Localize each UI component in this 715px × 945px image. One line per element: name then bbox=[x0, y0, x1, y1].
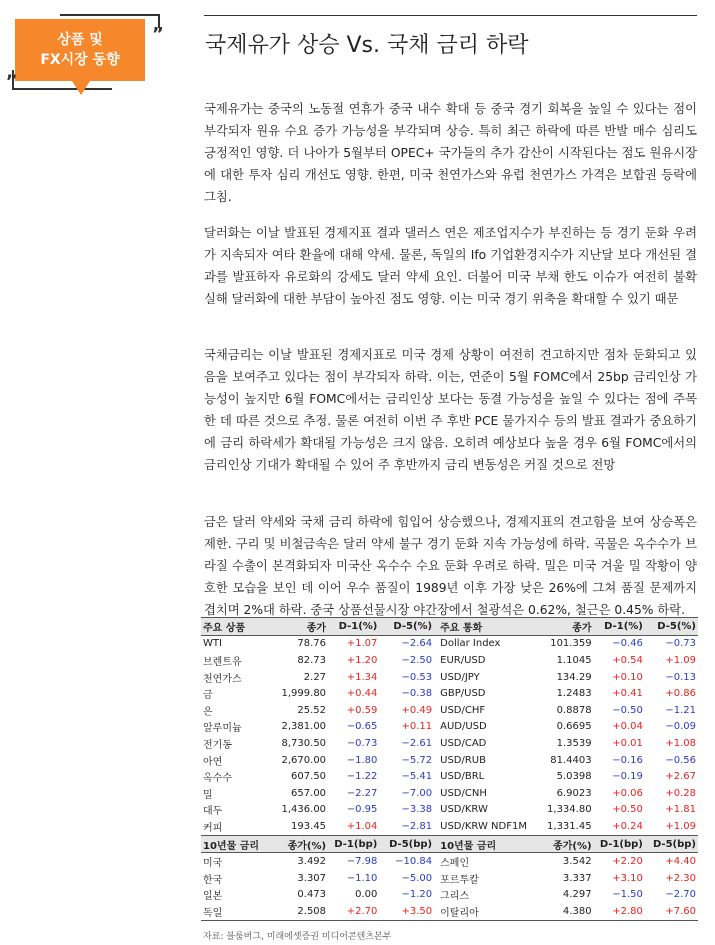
table-cell: −2.50 bbox=[401, 654, 433, 666]
table-row bbox=[201, 685, 698, 702]
table-cell: +1.09 bbox=[645, 818, 698, 835]
table-cell: −5.41 bbox=[401, 771, 433, 783]
table-cell: −2.61 bbox=[401, 737, 433, 749]
table-cell: 독일 bbox=[201, 903, 263, 920]
table-cell: +7.60 bbox=[645, 903, 698, 920]
table-cell: +3.50 bbox=[379, 903, 434, 920]
table-cell: 134.29 bbox=[556, 671, 592, 683]
table-cell: 0.00 bbox=[355, 889, 378, 901]
bond-yield-header-cell: D-1(bp) bbox=[594, 835, 645, 853]
badge-line1: 상품 및 bbox=[57, 32, 103, 48]
bond-yield-header-cell: 종가(%) bbox=[263, 835, 328, 853]
table-cell: 그리스 bbox=[440, 891, 470, 903]
table-row bbox=[201, 903, 698, 920]
table-cell: 78.76 bbox=[297, 638, 327, 650]
table-cell: −2.81 bbox=[379, 818, 434, 835]
table-cell: Dollar Index bbox=[440, 638, 501, 650]
table-cell: 0.6695 bbox=[556, 721, 592, 733]
commodity-fx-header-cell: 종가 bbox=[263, 618, 328, 636]
table-cell: −7.00 bbox=[401, 787, 433, 799]
table-cell: −0.65 bbox=[346, 721, 378, 733]
table-cell: +1.20 bbox=[346, 654, 378, 666]
table-cell: 25.52 bbox=[297, 704, 327, 716]
commodity-fx-header-cell: 주요 통화 bbox=[434, 618, 537, 636]
section-badge bbox=[15, 19, 145, 81]
table-cell: 2,381.00 bbox=[281, 721, 327, 733]
table-cell: +1.81 bbox=[665, 804, 696, 816]
table-cell: −1.22 bbox=[346, 771, 378, 783]
table-cell: −0.50 bbox=[612, 704, 643, 716]
table-cell: WTI bbox=[203, 638, 222, 650]
table-row bbox=[201, 719, 698, 736]
table-cell: +0.59 bbox=[346, 704, 378, 716]
table-row bbox=[201, 752, 698, 769]
table-cell: +0.04 bbox=[612, 721, 643, 733]
table-cell: 3.542 bbox=[562, 856, 592, 868]
table-cell: EUR/USD bbox=[440, 654, 486, 666]
close-quote-icon: ” bbox=[152, 24, 164, 45]
table-row bbox=[201, 802, 698, 819]
table-cell: −10.84 bbox=[395, 856, 433, 868]
table-row bbox=[201, 870, 698, 887]
table-cell: −1.21 bbox=[665, 704, 696, 716]
table-cell: 이탈리아 bbox=[434, 903, 537, 920]
table-cell: −7.98 bbox=[346, 856, 378, 868]
table-cell: 193.45 bbox=[263, 818, 328, 835]
table-cell: −0.56 bbox=[665, 754, 696, 766]
table-cell: 은 bbox=[203, 706, 213, 718]
table-cell: USD/JPY bbox=[440, 671, 480, 683]
bond-yield-header-cell: 종가(%) bbox=[537, 835, 594, 853]
table-cell: 브렌트유 bbox=[203, 656, 242, 668]
paragraph-commodities: 금은 달러 약세와 국채 금리 하락에 힘입어 상승했으나, 경제지표의 견고함을 보여 상승폭은 제한. 구리 및 비철금속은 달러 약세 불구 경기 둔화 지속 가능성에 하락. 곡물은 옥수수가 브라질 수출이 본격화되자 미국산 옥수수 수요 둔화 우려로 하락. 밀은 미국 겨울 밀 작황이 양호한 모습을 보인 데 이어 우수 품질이 1989년 이후 가장 낮은 26%에 그쳐 품질 문제까지 겹치며 2%대 하락. 중국 상품선물시장 야간장에서 철광석은 0.62%, 철근은 0.45% 하락. bbox=[204, 515, 697, 617]
table-cell: USD/BRL bbox=[440, 771, 485, 783]
table-cell: 스페인 bbox=[440, 858, 470, 870]
table-cell: 3.492 bbox=[297, 856, 327, 868]
table-cell: +0.01 bbox=[612, 737, 643, 749]
open-quote-icon: „ bbox=[6, 62, 18, 83]
table-cell: 81.4403 bbox=[550, 754, 592, 766]
table-cell: 3.307 bbox=[297, 872, 327, 884]
table-cell: +2.20 bbox=[612, 856, 643, 868]
table-cell: 일본 bbox=[203, 891, 223, 903]
table-cell: +3.10 bbox=[612, 872, 643, 884]
table-cell: −5.00 bbox=[401, 872, 433, 884]
table-cell: −0.16 bbox=[612, 754, 643, 766]
table-cell: GBP/USD bbox=[440, 688, 486, 700]
table-row bbox=[201, 853, 698, 870]
table-cell: 커피 bbox=[201, 818, 263, 835]
table-cell: 1,436.00 bbox=[281, 804, 327, 816]
table-cell: +0.11 bbox=[401, 721, 433, 733]
table-cell: +0.06 bbox=[612, 787, 643, 799]
table-cell: −0.53 bbox=[401, 671, 433, 683]
table-cell: +0.28 bbox=[665, 787, 696, 799]
table-cell: +2.30 bbox=[665, 872, 696, 884]
bond-yield-header-cell: 10년물 금리 bbox=[434, 835, 537, 853]
table-cell: 1.2483 bbox=[556, 688, 592, 700]
table-cell: −2.27 bbox=[346, 787, 378, 799]
table-cell: 1.1045 bbox=[556, 654, 592, 666]
table-cell: USD/KRW bbox=[440, 804, 488, 816]
table-cell: USD/RUB bbox=[440, 754, 486, 766]
paragraph-treasury: 국채금리는 이날 발표된 경제지표로 미국 경제 상황이 여전히 견고하지만 점차 둔화되고 있음을 보여주고 있다는 점이 부각되자 하락. 이는, 연준이 5월 FOMC에서 25bp 금리인상 가능성이 높지만 6월 FOMC에서는 금리인상 보다는 동결 가능성을 높일 수 있다는 점에 주목한 데 따른 것으로 추정. 물론 여전히 이번 주 후반 PCE 물가지수 등의 발표 결과가 중요하기에 금리 하락세가 확대될 가능성은 크지 않음. 오히려 예상보다 높을 경우 6월 FOMC에서의 금리인상 기대가 확대될 수 있어 주 후반까지 금리 변동성은 커질 것으로 전망 bbox=[204, 348, 697, 472]
table-cell: −1.80 bbox=[346, 754, 378, 766]
table-cell: −0.09 bbox=[665, 721, 696, 733]
table-cell: 대두 bbox=[203, 806, 223, 818]
table-cell: −0.73 bbox=[665, 638, 696, 650]
badge-tail bbox=[72, 81, 90, 95]
paragraph-dollar: 달러화는 이날 발표된 경제지표 결과 댈러스 연은 제조업지수가 부진하는 등 경기 둔화 우려가 지속되자 여타 환율에 대해 약세. 물론, 독일의 Ifo 기업환경지수가 지난달 보다 개선된 결과를 발표하자 유로화의 강세도 달러 약세 요인. 더불어 미국 부채 한도 이슈가 여전히 불확실해 달러화에 대한 부담이 높아진 점도 영향. 이는 미국 경기 위축을 확대할 수 있기 때문 bbox=[204, 226, 697, 306]
table-row bbox=[201, 768, 698, 785]
table-cell: 2.27 bbox=[303, 671, 327, 683]
bond-yield-header-cell: D-5(bp) bbox=[379, 835, 434, 853]
table-cell: 천연가스 bbox=[203, 673, 242, 685]
commodity-fx-header-cell: D-1(%) bbox=[594, 618, 645, 636]
table-cell: −2.70 bbox=[665, 889, 696, 901]
table-cell: +1.09 bbox=[665, 654, 696, 666]
paragraph-oil: 국제유가는 중국의 노동절 연휴가 중국 내수 확대 등 중국 경기 회복을 높일 수 있다는 점이 부각되자 원유 수요 증가 가능성을 부각되며 상승. 특히 최근 하락에 따른 반발 매수 심리도 긍정적인 영향. 더 나아가 5월부터 OPEC+ 국가들의 추가 감산이 시작된다는 점도 원유시장에 대한 투자 심리 개선도 영향. 한편, 미국 천연가스와 유럽 천연가스 가격은 보합권 등락에 그침. bbox=[204, 102, 697, 204]
table-cell: 1,334.80 bbox=[547, 804, 592, 816]
table-cell: 6.9023 bbox=[556, 787, 592, 799]
table-cell: USD/CAD bbox=[440, 737, 487, 749]
table-cell: +2.67 bbox=[665, 771, 696, 783]
table-cell: −0.95 bbox=[346, 804, 378, 816]
table-cell: +2.80 bbox=[594, 903, 645, 920]
table-cell: −1.10 bbox=[346, 872, 378, 884]
table-row bbox=[201, 669, 698, 686]
table-cell: 3.337 bbox=[562, 872, 592, 884]
commodity-fx-header-row bbox=[201, 618, 698, 636]
table-row bbox=[201, 635, 698, 652]
title-rule bbox=[204, 15, 697, 16]
table-cell: 607.50 bbox=[291, 771, 327, 783]
table-cell: +1.07 bbox=[346, 638, 378, 650]
table-cell: 4.297 bbox=[562, 889, 592, 901]
table-cell: +0.54 bbox=[612, 654, 643, 666]
bond-yield-header-cell: 10년물 금리 bbox=[201, 835, 263, 853]
table-cell: 1,331.45 bbox=[537, 818, 594, 835]
table-cell: −0.19 bbox=[612, 771, 643, 783]
table-cell: +0.49 bbox=[401, 704, 433, 716]
table-cell: 포르투칼 bbox=[440, 874, 479, 886]
commodity-fx-header-cell: 주요 상품 bbox=[201, 618, 263, 636]
table-cell: USD/CNH bbox=[440, 787, 487, 799]
table-row bbox=[201, 652, 698, 669]
table-cell: −3.38 bbox=[401, 804, 433, 816]
table-cell: AUD/USD bbox=[440, 721, 487, 733]
table-cell: 밀 bbox=[203, 789, 213, 801]
table-cell: 전기동 bbox=[203, 739, 232, 751]
table-cell: 8,730.50 bbox=[281, 737, 327, 749]
table-row bbox=[201, 735, 698, 752]
table-cell: 82.73 bbox=[297, 654, 327, 666]
table-cell: −2.64 bbox=[401, 638, 433, 650]
table-cell: 5.0398 bbox=[556, 771, 592, 783]
table-cell: +0.44 bbox=[346, 688, 378, 700]
badge-line2: FX시장 동향 bbox=[40, 52, 120, 68]
page-title: 국제유가 상승 Vs. 국채 금리 하락 bbox=[205, 33, 529, 58]
table-cell: −1.50 bbox=[612, 889, 643, 901]
bond-yield-header-cell: D-1(bp) bbox=[328, 835, 379, 853]
table-cell: 4.380 bbox=[537, 903, 594, 920]
table-cell: +1.34 bbox=[346, 671, 378, 683]
table-cell: 한국 bbox=[203, 874, 223, 886]
table-cell: −0.73 bbox=[346, 737, 378, 749]
table-cell: 금 bbox=[203, 690, 213, 702]
market-table bbox=[201, 617, 698, 921]
table-cell: +1.04 bbox=[328, 818, 379, 835]
table-cell: USD/CHF bbox=[440, 704, 486, 716]
table-cell: 1,999.80 bbox=[281, 688, 327, 700]
commodity-fx-header-cell: D-1(%) bbox=[328, 618, 379, 636]
table-cell: +1.08 bbox=[665, 737, 696, 749]
table-cell: −5.72 bbox=[401, 754, 433, 766]
table-row bbox=[201, 702, 698, 719]
commodity-fx-header-cell: D-5(%) bbox=[379, 618, 434, 636]
table-cell: 2,670.00 bbox=[281, 754, 327, 766]
commodity-fx-header-cell: D-5(%) bbox=[645, 618, 698, 636]
table-cell: 알루미늄 bbox=[203, 723, 242, 735]
table-cell: USD/KRW NDF1M bbox=[434, 818, 537, 835]
table-cell: +0.86 bbox=[665, 688, 696, 700]
table-cell: +2.70 bbox=[328, 903, 379, 920]
table-cell: +0.50 bbox=[612, 804, 643, 816]
table-cell: 657.00 bbox=[291, 787, 327, 799]
table-row bbox=[201, 818, 698, 835]
table-row bbox=[201, 785, 698, 802]
table-cell: +0.24 bbox=[594, 818, 645, 835]
table-cell: −0.38 bbox=[401, 688, 433, 700]
table-cell: +4.40 bbox=[665, 856, 696, 868]
table-row bbox=[201, 887, 698, 904]
commodity-fx-header-cell: 종가 bbox=[537, 618, 594, 636]
table-cell: 미국 bbox=[203, 858, 223, 870]
table-cell: 옥수수 bbox=[203, 773, 232, 785]
table-cell: −0.46 bbox=[612, 638, 643, 650]
table-cell: 0.473 bbox=[297, 889, 327, 901]
table-cell: 2.508 bbox=[263, 903, 328, 920]
table-cell: 101.359 bbox=[550, 638, 592, 650]
table-cell: +0.41 bbox=[612, 688, 643, 700]
source-note: 자료: 블룸버그, 미래에셋증권 미디어콘텐츠본부 bbox=[203, 932, 392, 942]
bond-yield-header-row bbox=[201, 835, 698, 853]
table-cell: −1.20 bbox=[401, 889, 433, 901]
bond-yield-header-cell: D-5(bp) bbox=[645, 835, 698, 853]
table-cell: 아연 bbox=[203, 756, 223, 768]
table-cell: +0.10 bbox=[612, 671, 643, 683]
table-cell: 0.8878 bbox=[556, 704, 592, 716]
table-cell: 1.3539 bbox=[556, 737, 592, 749]
table-cell: −0.13 bbox=[665, 671, 696, 683]
